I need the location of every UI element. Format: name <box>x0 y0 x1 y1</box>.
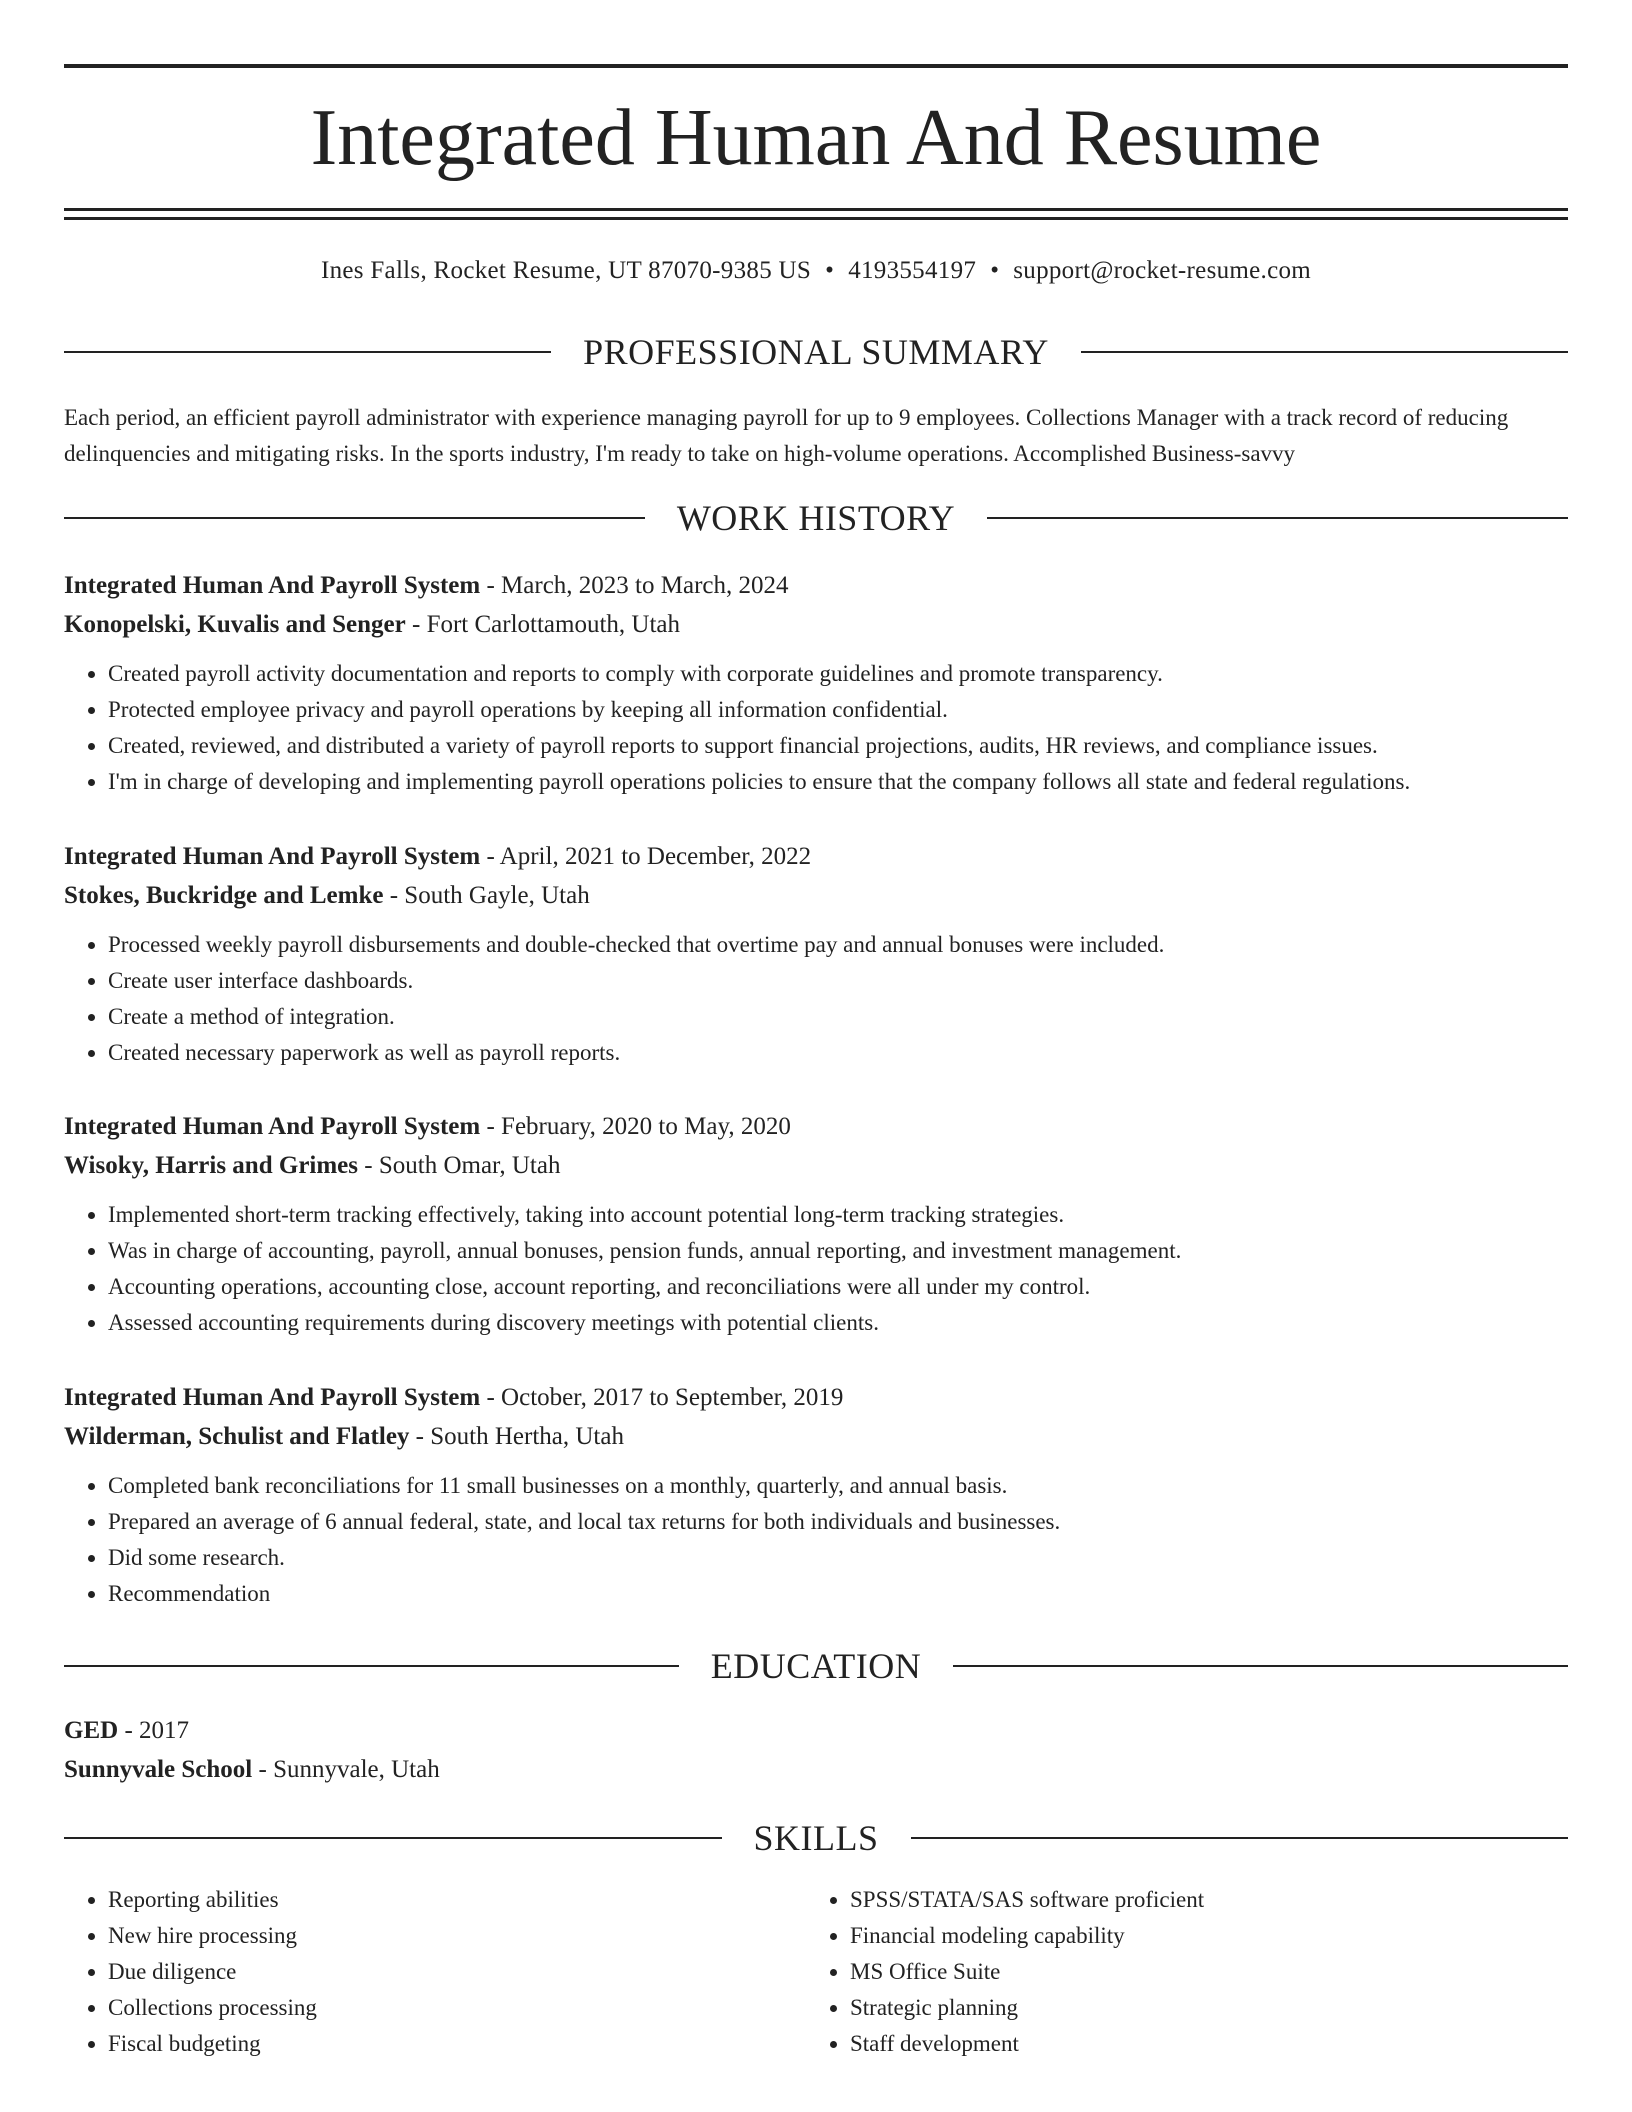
job-title: Integrated Human And Payroll System <box>64 1384 481 1411</box>
education-heading <box>64 1644 1568 1688</box>
skill-item: • Collections processing <box>108 1990 806 2026</box>
heading-rule <box>64 1837 722 1839</box>
job-company-line <box>64 876 1568 915</box>
job-dates: - March, 2023 to March, 2024 <box>480 572 789 599</box>
education-degree-line <box>64 1711 1568 1750</box>
work-history-title: WORK HISTORY <box>676 498 956 538</box>
job-bullet: • Accounting operations, accounting close, account reporting, and reconciliations were all under my control. <box>108 1269 1568 1305</box>
job-location: - South Hertha, Utah <box>409 1423 624 1450</box>
summary-text: Each period, an efficient payroll administrator with experience managing payroll for up to 9 employees. Collections Manager with a track record of reducing delinquencies and mitigating risks. In the sports industry, I'm ready to take on high-volume operations. Accomplished Business-savvy <box>64 405 1509 466</box>
skill-item: • Staff development <box>850 2026 1568 2062</box>
heading-rule <box>1081 351 1568 353</box>
job-company-line <box>64 1146 1568 1185</box>
job-bullet: • Was in charge of accounting, payroll, annual bonuses, pension funds, annual reporting, and investment management. <box>108 1233 1568 1269</box>
job-title-line <box>64 566 1568 605</box>
job-entry <box>64 1378 1568 1612</box>
skill-item: • Fiscal budgeting <box>108 2026 806 2062</box>
job-bullet: • Implemented short-term tracking effectively, taking into account potential long-term tracking strategies. <box>108 1197 1568 1233</box>
job-company: Wilderman, Schulist and Flatley <box>64 1423 410 1450</box>
job-entry <box>64 1107 1568 1341</box>
job-title-line <box>64 837 1568 876</box>
skill-item: • Strategic planning <box>850 1990 1568 2026</box>
job-bullets <box>64 1197 1568 1341</box>
job-dates: - October, 2017 to September, 2019 <box>480 1384 844 1411</box>
job-bullet: • Processed weekly payroll disbursements and double-checked that overtime pay and annual bonuses were included. <box>108 927 1568 963</box>
job-location: - South Gayle, Utah <box>383 882 590 909</box>
job-bullet: • Assessed accounting requirements during discovery meetings with potential clients. <box>108 1305 1568 1341</box>
skill-item: • New hire processing <box>108 1918 806 1954</box>
summary-title: PROFESSIONAL SUMMARY <box>583 332 1049 372</box>
skills-column-right <box>806 1882 1568 2062</box>
skills-heading <box>64 1816 1568 1860</box>
job-bullet: • Created payroll activity documentation and reports to comply with corporate guidelines and promote transparency. <box>108 656 1568 692</box>
skill-item: • Reporting abilities <box>108 1882 806 1918</box>
skills-list <box>64 1882 1568 2062</box>
job-title-line <box>64 1107 1568 1146</box>
education-school: Sunnyvale School <box>64 1756 253 1783</box>
contact-phone: 4193554197 <box>848 257 977 284</box>
job-title: Integrated Human And Payroll System <box>64 843 481 870</box>
job-bullet: • Protected employee privacy and payroll operations by keeping all information confidential. <box>108 692 1568 728</box>
job-bullets <box>64 927 1568 1071</box>
heading-rule <box>987 517 1568 519</box>
education-title: EDUCATION <box>710 1646 922 1686</box>
contact-email: support@rocket-resume.com <box>1013 257 1312 284</box>
job-company: Wisoky, Harris and Grimes <box>64 1152 359 1179</box>
job-entry <box>64 566 1568 800</box>
job-bullets <box>64 656 1568 800</box>
skill-item: • SPSS/STATA/SAS software proficient <box>850 1882 1568 1918</box>
contact-separator: • <box>825 257 835 284</box>
job-company-line <box>64 1417 1568 1456</box>
heading-rule <box>64 351 551 353</box>
top-rule <box>64 64 1568 68</box>
skills-column-left <box>64 1882 806 2062</box>
job-bullet: • Created necessary paperwork as well as payroll reports. <box>108 1035 1568 1071</box>
skill-item: • Due diligence <box>108 1954 806 1990</box>
job-bullets <box>64 1468 1568 1612</box>
skill-item: • Financial modeling capability <box>850 1918 1568 1954</box>
heading-rule <box>911 1837 1569 1839</box>
job-bullet: • Prepared an average of 6 annual federal, state, and local tax returns for both individuals and businesses. <box>108 1504 1568 1540</box>
job-entry <box>64 837 1568 1071</box>
job-dates: - February, 2020 to May, 2020 <box>480 1113 791 1140</box>
job-bullet: • Created, reviewed, and distributed a variety of payroll reports to support financial projections, audits, HR reviews, and compliance issues. <box>108 728 1568 764</box>
heading-rule <box>953 1665 1568 1667</box>
job-bullet: • Recommendation <box>108 1576 1568 1612</box>
job-company: Konopelski, Kuvalis and Senger <box>64 611 406 638</box>
heading-rule <box>64 1665 679 1667</box>
job-dates: - April, 2021 to December, 2022 <box>480 843 812 870</box>
education-year: - 2017 <box>118 1717 190 1744</box>
summary-heading <box>64 330 1568 374</box>
job-company: Stokes, Buckridge and Lemke <box>64 882 384 909</box>
skills-title: SKILLS <box>753 1818 879 1858</box>
education-school-line <box>64 1750 1568 1789</box>
job-bullet: • Create user interface dashboards. <box>108 963 1568 999</box>
job-title-line <box>64 1378 1568 1417</box>
education-entry <box>64 1711 1568 1789</box>
job-title: Integrated Human And Payroll System <box>64 572 481 599</box>
job-bullet: • Create a method of integration. <box>108 999 1568 1035</box>
contact-line <box>64 254 1568 288</box>
job-location: - South Omar, Utah <box>358 1152 561 1179</box>
contact-address: Ines Falls, Rocket Resume, UT 87070-9385 US <box>320 257 812 284</box>
job-title: Integrated Human And Payroll System <box>64 1113 481 1140</box>
education-degree: GED <box>64 1717 119 1744</box>
job-location: - Fort Carlottamouth, Utah <box>405 611 681 638</box>
resume-name: Integrated Human And Resume <box>310 94 1322 182</box>
job-company-line <box>64 605 1568 644</box>
job-bullet: • Completed bank reconciliations for 11 small businesses on a monthly, quarterly, and annual basis. <box>108 1468 1568 1504</box>
work-history-heading <box>64 496 1568 540</box>
job-bullet: • I'm in charge of developing and implementing payroll operations policies to ensure that the company follows all state and federal regulations. <box>108 764 1568 800</box>
contact-separator: • <box>990 257 1000 284</box>
education-location: - Sunnyvale, Utah <box>252 1756 440 1783</box>
heading-rule <box>64 517 645 519</box>
skill-item: • MS Office Suite <box>850 1954 1568 1990</box>
header-double-rule <box>64 208 1568 220</box>
job-bullet: • Did some research. <box>108 1540 1568 1576</box>
